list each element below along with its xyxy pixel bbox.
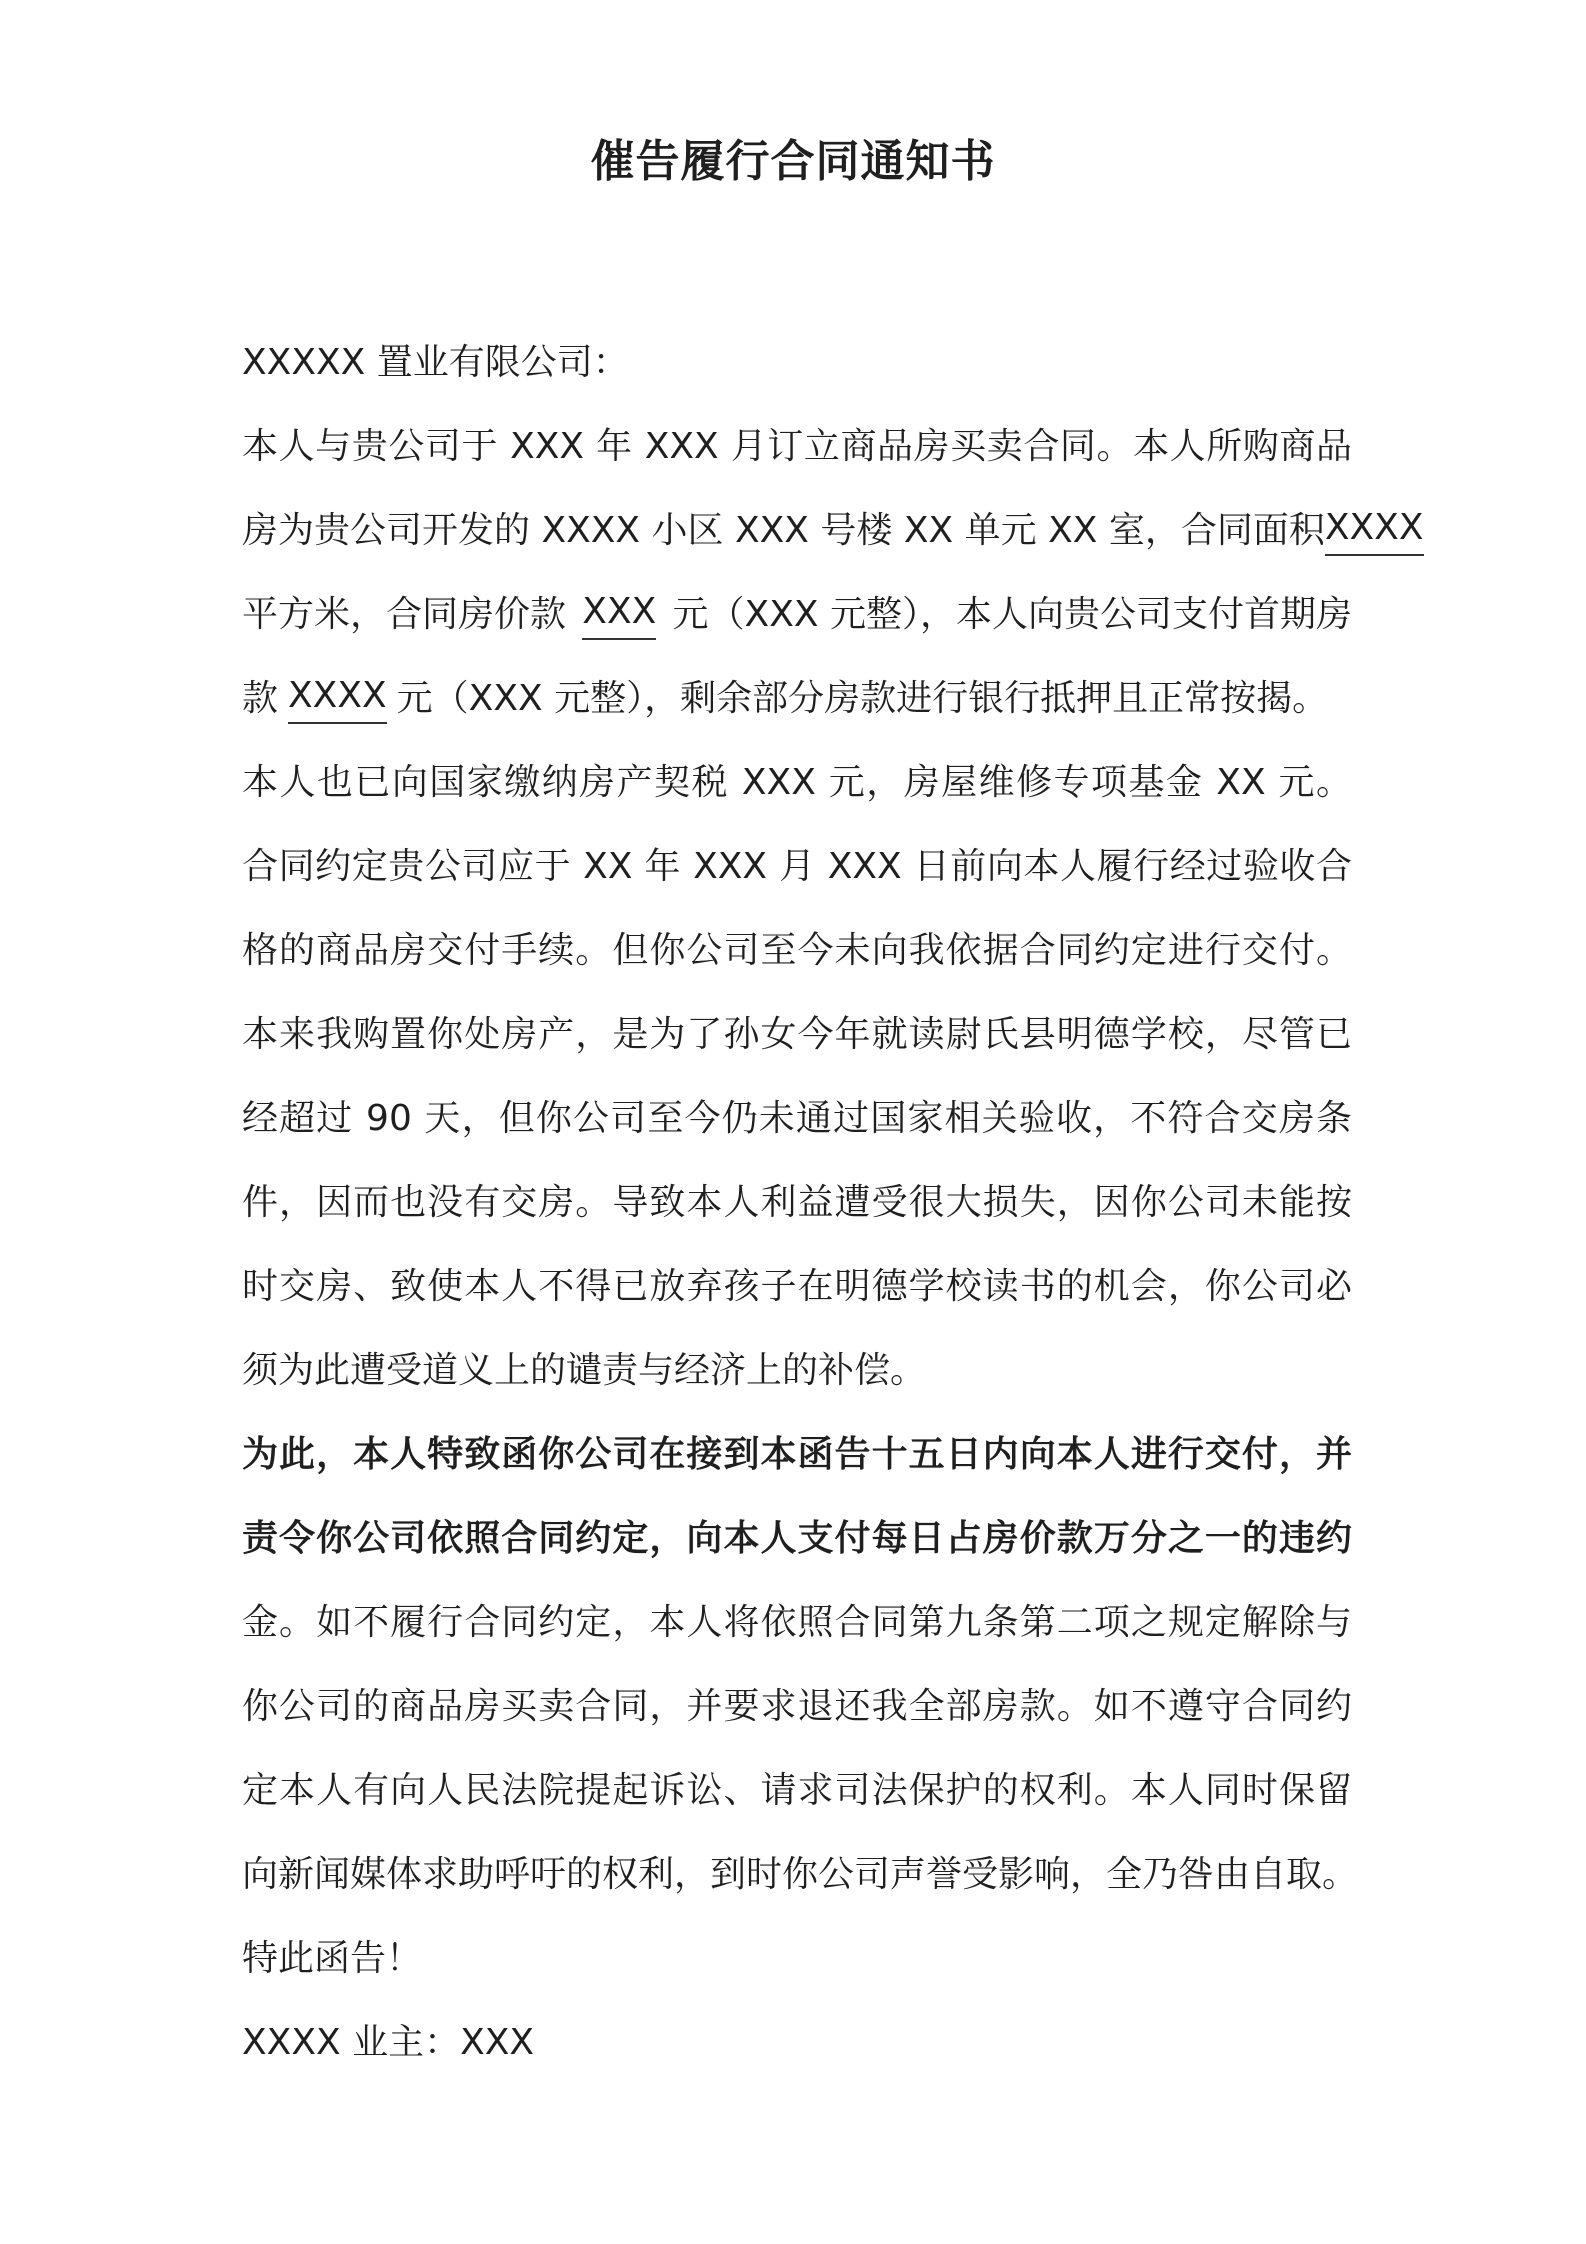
demand-line: 为此，本人特致函你公司在接到本函告十五日内向本人进行交付，并 <box>242 1434 1352 1475</box>
body-line: 须为此遭受道义上的谴责与经济上的补偿。 <box>242 1350 927 1391</box>
demand-line: 向新闻媒体求助呼吁的权利，到时你公司声誉受影响，全乃咎由自取。 <box>242 1854 1359 1895</box>
body-line-text: 平方米，合同房价款 <box>242 594 567 635</box>
demand-line: 责令你公司依照合同约定，向本人支付每日占房价款万分之一的违约 <box>242 1518 1352 1559</box>
body-line: 本人也已向国家缴纳房产契税 XXX 元，房屋维修专项基金 XX 元。 <box>242 762 1352 803</box>
body-line <box>242 590 1352 640</box>
body-line-text: 款 <box>242 678 279 719</box>
body-line-text: 元（XXX 元整），本人向贵公司支付首期房 <box>672 594 1352 635</box>
body-line-text: 房为贵公司开发的 XXXX 小区 XXX 号楼 XX 单元 XX 室，合同面积 <box>242 510 1325 551</box>
demand-line: 金。如不履行合同约定，本人将依照合同第九条第二项之规定解除与 <box>242 1602 1352 1643</box>
body-line <box>242 506 1424 556</box>
underlined-area-value: XXXX <box>1325 506 1424 556</box>
body-line: 本人与贵公司于 XXX 年 XXX 月订立商品房买卖合同。本人所购商品 <box>242 426 1352 467</box>
body-line: 本来我购置你处房产，是为了孙女今年就读尉氏县明德学校，尽管已 <box>242 1014 1352 1055</box>
signature: XXXX 业主：XXX <box>242 2022 535 2063</box>
demand-line: 你公司的商品房买卖合同，并要求退还我全部房款。如不遵守合同约 <box>242 1686 1352 1727</box>
document-title: 催告履行合同通知书 <box>590 136 996 187</box>
body-line: 时交房、致使本人不得已放弃孩子在明德学校读书的机会，你公司必 <box>242 1266 1352 1307</box>
closing-line: 特此函告！ <box>242 1938 423 1979</box>
demand-line: 定本人有向人民法院提起诉讼、请求司法保护的权利。本人同时保留 <box>242 1770 1352 1811</box>
body-line: 格的商品房交付手续。但你公司至今未向我依据合同约定进行交付。 <box>242 930 1352 971</box>
body-line: 经超过 90 天，但你公司至今仍未通过国家相关验收，不符合交房条 <box>242 1098 1352 1139</box>
body-line-text: 元（XXX 元整），剩余部分房款进行银行抵押且正常按揭。 <box>396 678 1329 719</box>
body-line: 合同约定贵公司应于 XX 年 XXX 月 XXX 日前向本人履行经过验收合 <box>242 846 1352 887</box>
salutation: XXXXX 置业有限公司： <box>242 342 629 383</box>
body-line: 件，因而也没有交房。导致本人利益遭受很大损失，因你公司未能按 <box>242 1182 1352 1223</box>
body-line <box>242 674 1352 724</box>
underlined-price-value: XXX <box>582 590 656 640</box>
underlined-down-payment-value: XXXX <box>288 674 387 724</box>
